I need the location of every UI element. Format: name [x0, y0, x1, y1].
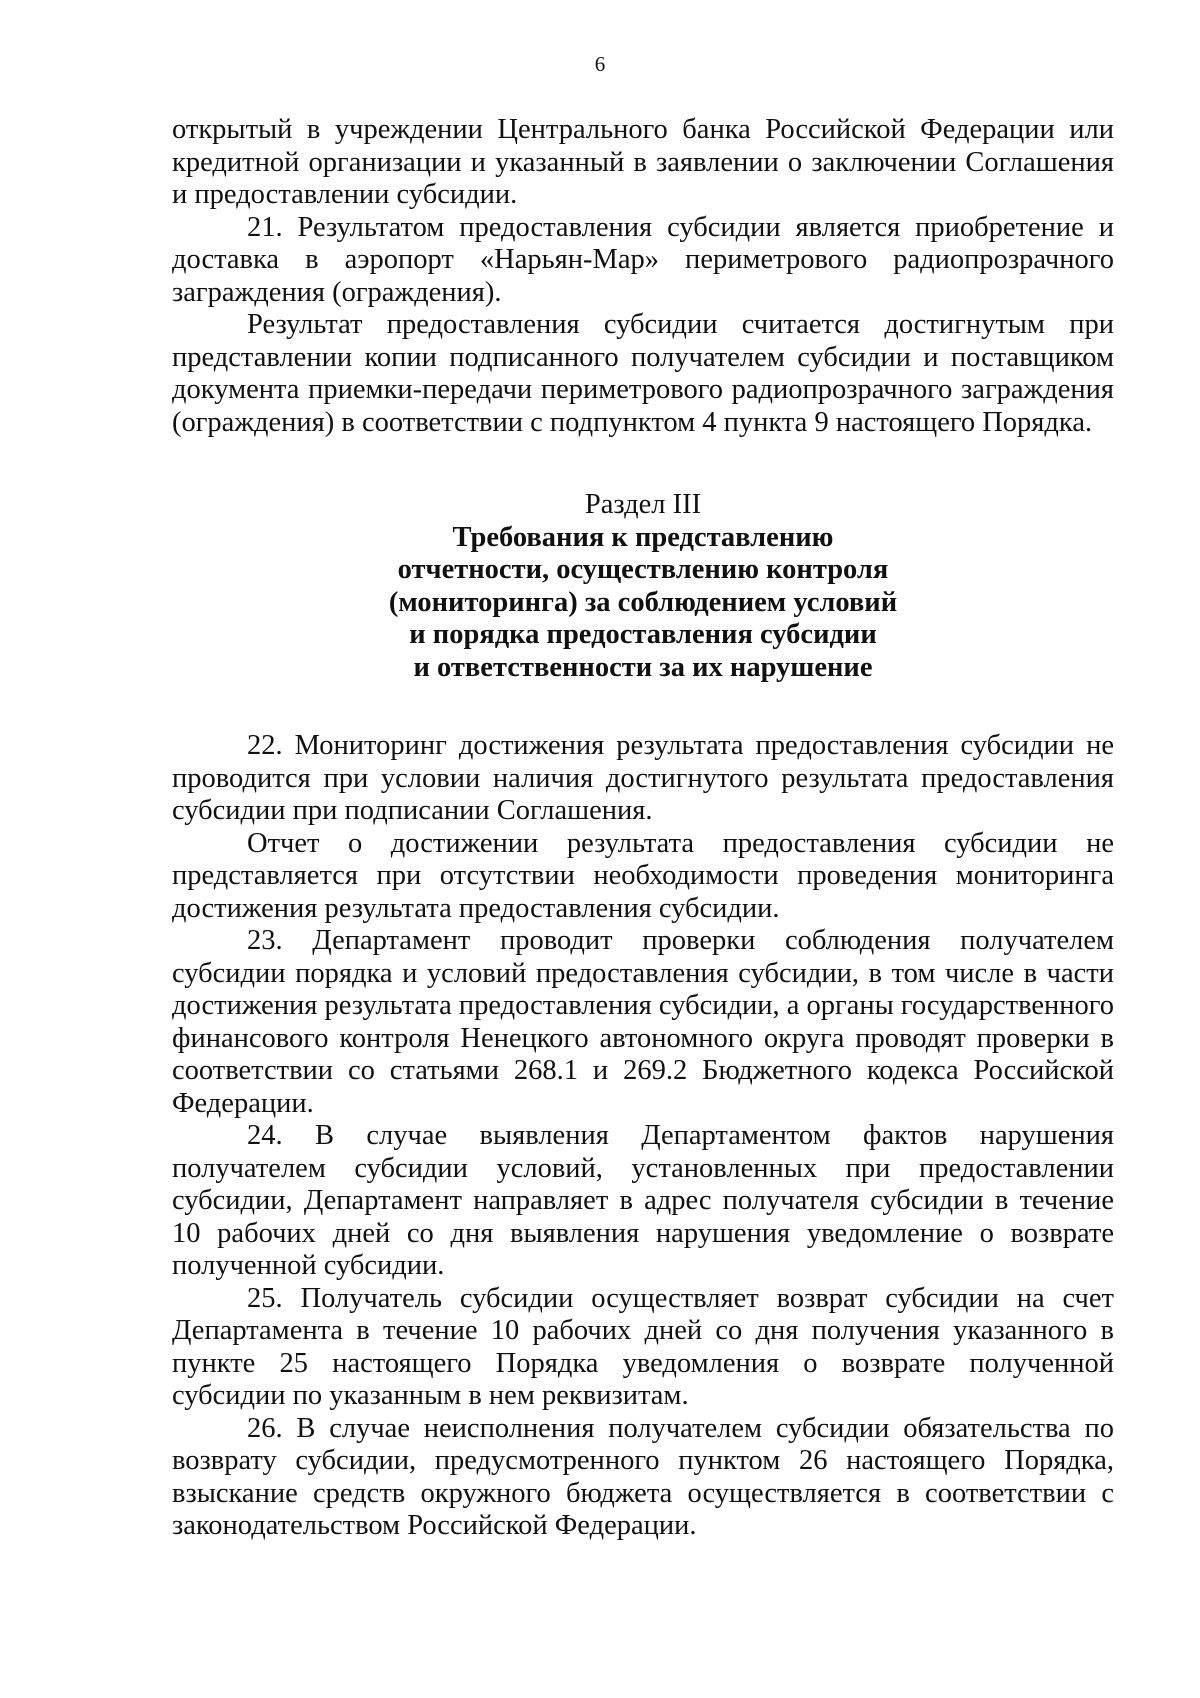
paragraph-25: 25. Получатель субсидии осуществляет возврат субсидии на счет Департамента в течение 10 рабочих дней со дня получения указанного в пункте 25 настоящего Порядка уведомления о возврате полученной субсидии по указанным в нем реквизитам.	[172, 1282, 1114, 1411]
paragraphs-top	[172, 114, 1114, 439]
section-title-line: и порядка предоставления субсидии	[409, 619, 877, 650]
paragraph-continuation: открытый в учреждении Центрального банка Российской Федерации или кредитной организации и указанный в заявлении о заключении Соглашения и предоставлении субсидии.	[172, 114, 1114, 210]
paragraph-21-result: Результат предоставления субсидии считается достигнутым при представлении копии подписанного получателем субсидии и поставщиком документа приемки-передачи периметрового радиопрозрачного заграждения (ограждения) в соответствии с подпунктом 4 пункта 9 настоящего Порядка.	[172, 309, 1114, 438]
paragraph-24: 24. В случае выявления Департаментом фактов нарушения получателем субсидии условий, установленных при предоставлении субсидии, Департамент направляет в адрес получателя субсидии в течение 10 рабочих дней со дня выявления нарушения уведомление о возврате полученной субсидии.	[172, 1120, 1114, 1281]
section-title-line: Требования к представлению	[452, 521, 834, 553]
paragraph-23: 23. Департамент проводит проверки соблюдения получателем субсидии порядка и условий предоставления субсидии, в том числе в части достижения результата предоставления субсидии, а органы государственного финансового контроля Ненецкого автономного округа проводят проверки в соответствии со статьями 268.1 и 269.2 Бюджетного кодекса Российской Федерации.	[172, 925, 1114, 1119]
page-number: 6	[594, 52, 606, 76]
document-body	[172, 114, 1114, 1543]
section-title-line: отчетности, осуществлению контроля	[397, 554, 889, 585]
section-heading	[172, 489, 1114, 684]
paragraphs-bottom	[172, 730, 1114, 1543]
paragraph-21: 21. Результатом предоставления субсидии является приобретение и доставка в аэропорт «Нарьян-Мар» периметрового радиопрозрачного заграждения (ограждения).	[172, 211, 1114, 308]
paragraph-26: 26. В случае неисполнения получателем субсидии обязательства по возврату субсидии, предусмотренного пунктом 26 настоящего Порядка, взыскание средств окружного бюджета осуществляется в соответствии с законодательством Российской Федерации.	[172, 1412, 1114, 1541]
section-title-line: (мониторинга) за соблюдением условий	[388, 586, 898, 618]
paragraph-22-report: Отчет о достижении результата предоставления субсидии не представляется при отсутствии необходимости проведения мониторинга достижения результата предоставления субсидии.	[172, 827, 1114, 924]
section-title-line: и ответственности за их нарушение	[413, 651, 873, 683]
section-label: Раздел III	[584, 489, 702, 520]
paragraph-22: 22. Мониторинг достижения результата предоставления субсидии не проводится при условии наличия достигнутого результата предоставления субсидии при подписании Соглашения.	[172, 730, 1114, 826]
